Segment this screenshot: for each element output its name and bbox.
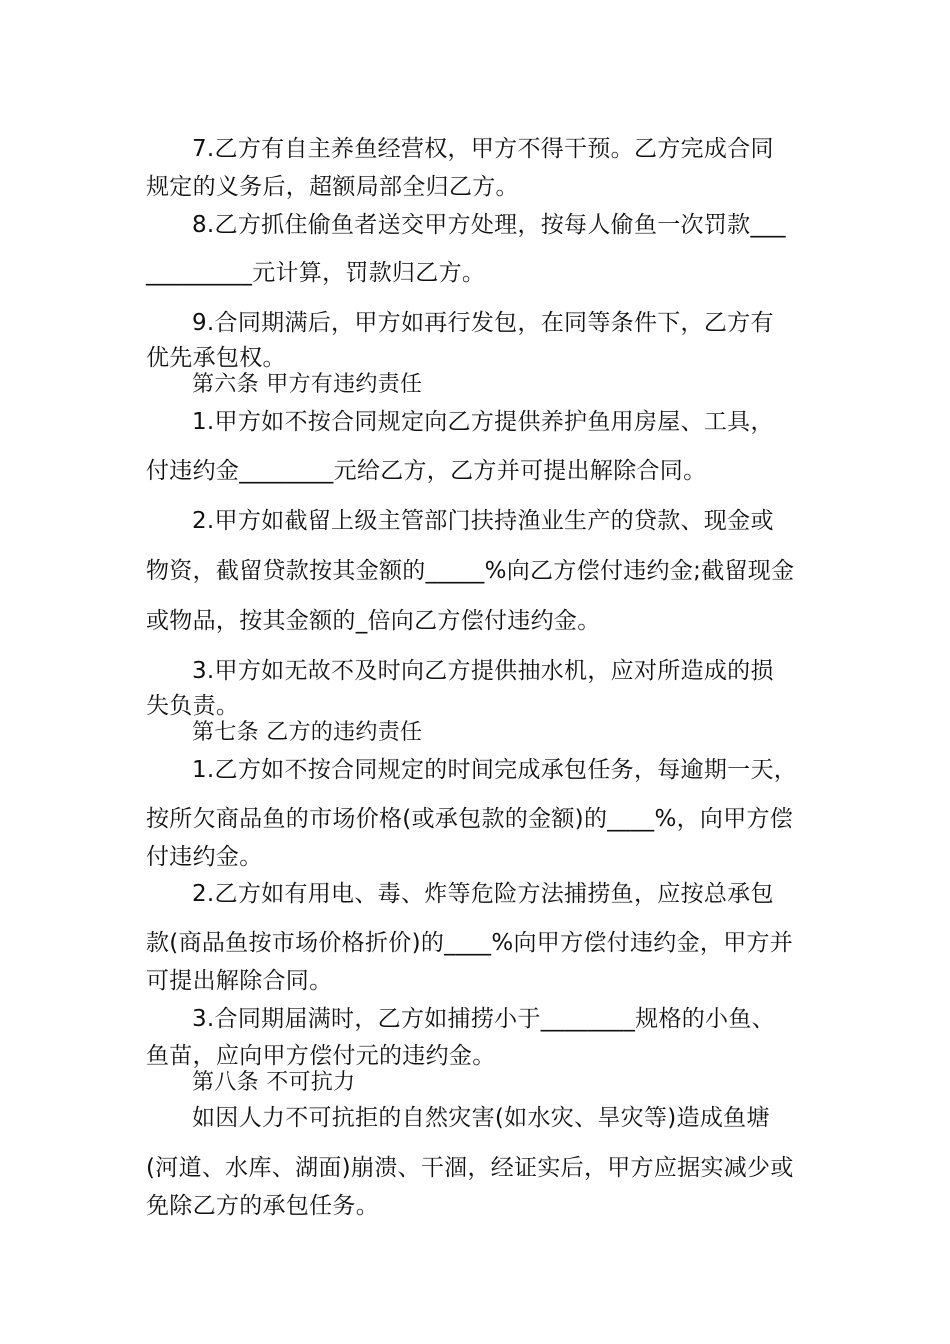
article-6-item-1-line-2: 付违约金________元给乙方，乙方并可提出解除合同。: [146, 458, 707, 484]
article-6-item-2-line-1: 2.甲方如截留上级主管部门扶持渔业生产的贷款、现金或: [192, 508, 774, 534]
clause-8-line-2: _________元计算，罚款归乙方。: [146, 260, 486, 286]
article-7-item-1-line-1: 1.乙方如不按合同规定的时间完成承包任务，每逾期一天，: [192, 757, 798, 783]
clause-8-line-1: 8.乙方抓住偷鱼者送交甲方处理，按每人偷鱼一次罚款___: [192, 212, 786, 238]
clause-9-line-1: 9.合同期满后，甲方如再行发包，在同等条件下，乙方有: [192, 310, 774, 336]
article-6-heading: 第六条 甲方有违约责任: [192, 372, 423, 397]
article-6-item-3-line-1: 3.甲方如无故不及时向乙方提供抽水机，应对所造成的损: [192, 658, 774, 684]
article-7-item-2-line-1: 2.乙方如有用电、毒、炸等危险方法捕捞鱼，应按总承包: [192, 881, 774, 907]
article-7-item-3-line-2: 鱼苗，应向甲方偿付元的违约金。: [146, 1043, 496, 1069]
article-7-item-1-line-2: 按所欠商品鱼的市场价格(或承包款的金额)的____%，向甲方偿: [146, 806, 794, 832]
clause-9-line-2: 优先承包权。: [146, 345, 286, 371]
article-6-item-3-line-2: 失负责。: [146, 693, 240, 719]
article-8-heading: 第八条 不可抗力: [192, 1070, 356, 1095]
article-7-item-2-line-2: 款(商品鱼按市场价格折价)的____%向甲方偿付违约金，甲方并: [146, 930, 794, 956]
article-7-item-1-line-3: 付违约金。: [146, 844, 263, 870]
article-6-item-2-line-3: 或物品，按其金额的_倍向乙方偿付违约金。: [146, 608, 601, 634]
article-6-item-1-line-1: 1.甲方如不按合同规定向乙方提供养护鱼用房屋、工具，: [192, 409, 774, 435]
article-8-line-2: (河道、水库、湖面)崩溃、干涸，经证实后，甲方应据实减少或: [146, 1155, 794, 1181]
clause-7-line-1: 7.乙方有自主养鱼经营权，甲方不得干预。乙方完成合同: [192, 136, 774, 162]
article-7-item-2-line-3: 可提出解除合同。: [146, 968, 333, 994]
article-8-line-1: 如因人力不可抗拒的自然灾害(如水灾、旱灾等)造成鱼塘: [192, 1105, 770, 1131]
article-6-item-2-line-2: 物资，截留贷款按其金额的_____%向乙方偿付违约金;截留现金: [146, 558, 795, 584]
clause-7-line-2: 规定的义务后，超额局部全归乙方。: [146, 174, 519, 200]
article-7-heading: 第七条 乙方的违约责任: [192, 720, 423, 745]
article-7-item-3-line-1: 3.合同期届满时，乙方如捕捞小于________规格的小鱼、: [192, 1006, 775, 1032]
article-8-line-3: 免除乙方的承包任务。: [146, 1193, 379, 1219]
